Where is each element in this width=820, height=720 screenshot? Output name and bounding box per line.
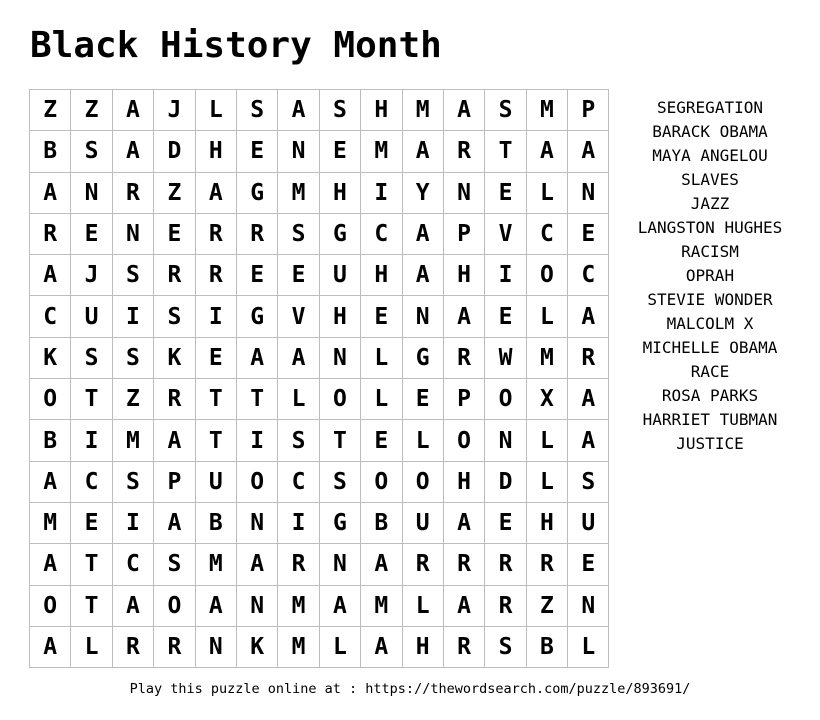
- grid-cell: R: [278, 544, 319, 585]
- grid-cell: Y: [402, 172, 443, 213]
- grid-cell: N: [112, 213, 153, 254]
- grid-cell: K: [154, 337, 195, 378]
- grid-cell: S: [71, 337, 112, 378]
- grid-cell: X: [526, 379, 567, 420]
- grid-cell: B: [361, 502, 402, 543]
- grid-cell: I: [195, 296, 236, 337]
- grid-cell: E: [154, 213, 195, 254]
- grid-row: [30, 379, 609, 420]
- grid-cell: M: [361, 131, 402, 172]
- grid-cell: O: [443, 420, 484, 461]
- grid-cell: R: [195, 213, 236, 254]
- grid-row: [30, 544, 609, 585]
- grid-cell: H: [443, 461, 484, 502]
- grid-cell: E: [195, 337, 236, 378]
- grid-cell: L: [526, 461, 567, 502]
- grid-cell: N: [278, 131, 319, 172]
- grid-cell: H: [319, 172, 360, 213]
- grid-cell: T: [71, 585, 112, 626]
- grid-cell: R: [526, 544, 567, 585]
- grid-cell: S: [112, 461, 153, 502]
- grid-cell: A: [568, 131, 609, 172]
- grid-cell: A: [112, 585, 153, 626]
- grid-cell: W: [485, 337, 526, 378]
- grid-cell: L: [402, 420, 443, 461]
- grid-cell: R: [195, 255, 236, 296]
- grid-cell: A: [568, 379, 609, 420]
- grid-cell: Z: [526, 585, 567, 626]
- grid-cell: O: [485, 379, 526, 420]
- grid-cell: S: [485, 626, 526, 667]
- grid-cell: N: [319, 337, 360, 378]
- footer-link-text: Play this puzzle online at : https://thewordsearch.com/puzzle/893691/: [129, 681, 691, 697]
- grid-cell: R: [485, 544, 526, 585]
- grid-row: [30, 255, 609, 296]
- grid-cell: M: [278, 585, 319, 626]
- grid-cell: B: [30, 131, 71, 172]
- grid-cell: L: [361, 337, 402, 378]
- grid-cell: S: [568, 461, 609, 502]
- grid-cell: U: [319, 255, 360, 296]
- grid-cell: S: [154, 296, 195, 337]
- grid-cell: M: [526, 337, 567, 378]
- grid-cell: I: [71, 420, 112, 461]
- grid-cell: L: [319, 626, 360, 667]
- grid-row: [30, 337, 609, 378]
- grid-cell: A: [30, 172, 71, 213]
- grid-row: [30, 585, 609, 626]
- grid-cell: L: [526, 172, 567, 213]
- grid-cell: E: [236, 131, 277, 172]
- grid-row: [30, 420, 609, 461]
- grid-cell: M: [278, 626, 319, 667]
- grid-cell: K: [30, 337, 71, 378]
- grid-cell: R: [154, 379, 195, 420]
- grid-cell: B: [195, 502, 236, 543]
- grid-cell: H: [361, 255, 402, 296]
- grid-cell: A: [30, 626, 71, 667]
- grid-cell: I: [112, 296, 153, 337]
- grid-cell: N: [443, 172, 484, 213]
- grid-cell: A: [195, 172, 236, 213]
- grid-cell: A: [195, 585, 236, 626]
- grid-cell: B: [30, 420, 71, 461]
- grid-cell: E: [71, 213, 112, 254]
- grid-cell: P: [568, 90, 609, 131]
- grid-cell: O: [236, 461, 277, 502]
- grid-cell: H: [443, 255, 484, 296]
- grid-cell: V: [485, 213, 526, 254]
- grid-row: [30, 131, 609, 172]
- word-list-item: HARRIET TUBMAN: [642, 410, 778, 429]
- grid-cell: E: [361, 296, 402, 337]
- grid-cell: I: [485, 255, 526, 296]
- grid-cell: L: [195, 90, 236, 131]
- grid-cell: C: [278, 461, 319, 502]
- grid-cell: A: [236, 544, 277, 585]
- grid-cell: H: [319, 296, 360, 337]
- word-list-item: RACE: [690, 362, 730, 381]
- grid-cell: N: [236, 502, 277, 543]
- grid-cell: E: [71, 502, 112, 543]
- grid-cell: E: [319, 131, 360, 172]
- grid-cell: A: [402, 255, 443, 296]
- grid-cell: P: [443, 213, 484, 254]
- grid-cell: Z: [71, 90, 112, 131]
- grid-row: [30, 213, 609, 254]
- grid-cell: V: [278, 296, 319, 337]
- grid-cell: A: [361, 626, 402, 667]
- grid-cell: D: [485, 461, 526, 502]
- grid-cell: O: [319, 379, 360, 420]
- grid-cell: R: [112, 626, 153, 667]
- word-list-item: STEVIE WONDER: [647, 290, 773, 309]
- grid-cell: L: [278, 379, 319, 420]
- grid-cell: S: [154, 544, 195, 585]
- grid-cell: Z: [30, 90, 71, 131]
- grid-cell: O: [526, 255, 567, 296]
- grid-cell: C: [361, 213, 402, 254]
- grid-cell: A: [568, 420, 609, 461]
- grid-cell: A: [236, 337, 277, 378]
- grid-cell: M: [195, 544, 236, 585]
- grid-cell: I: [361, 172, 402, 213]
- grid-cell: G: [402, 337, 443, 378]
- grid-cell: R: [154, 255, 195, 296]
- grid-cell: A: [30, 461, 71, 502]
- grid-cell: I: [236, 420, 277, 461]
- grid-cell: S: [319, 90, 360, 131]
- grid-cell: G: [236, 172, 277, 213]
- grid-cell: T: [236, 379, 277, 420]
- grid-cell: M: [402, 90, 443, 131]
- grid-cell: T: [195, 420, 236, 461]
- word-list: [615, 96, 805, 456]
- grid-cell: E: [485, 172, 526, 213]
- grid-cell: T: [71, 544, 112, 585]
- grid-cell: S: [112, 255, 153, 296]
- grid-cell: M: [30, 502, 71, 543]
- grid-cell: H: [195, 131, 236, 172]
- grid-cell: A: [319, 585, 360, 626]
- grid-cell: N: [402, 296, 443, 337]
- word-list-item: SLAVES: [681, 170, 739, 189]
- word-list-item: RACISM: [681, 242, 739, 261]
- grid-cell: L: [361, 379, 402, 420]
- word-list-item: LANGSTON HUGHES: [637, 218, 783, 237]
- grid-cell: A: [30, 544, 71, 585]
- word-search-grid: [29, 89, 609, 668]
- grid-cell: S: [112, 337, 153, 378]
- grid-cell: R: [443, 544, 484, 585]
- grid-cell: A: [402, 131, 443, 172]
- grid-cell: A: [443, 502, 484, 543]
- grid-cell: O: [30, 379, 71, 420]
- grid-cell: O: [402, 461, 443, 502]
- grid-cell: R: [402, 544, 443, 585]
- grid-cell: C: [526, 213, 567, 254]
- grid-cell: I: [112, 502, 153, 543]
- grid-cell: C: [71, 461, 112, 502]
- grid-cell: Z: [154, 172, 195, 213]
- grid-cell: A: [112, 131, 153, 172]
- word-list-item: MAYA ANGELOU: [652, 146, 768, 165]
- grid-cell: A: [154, 420, 195, 461]
- word-list-item: JUSTICE: [676, 434, 744, 453]
- grid-cell: I: [278, 502, 319, 543]
- grid-cell: R: [154, 626, 195, 667]
- grid-cell: H: [402, 626, 443, 667]
- grid-cell: A: [112, 90, 153, 131]
- grid-cell: R: [112, 172, 153, 213]
- grid-cell: U: [71, 296, 112, 337]
- grid-cell: R: [568, 337, 609, 378]
- grid-cell: A: [30, 255, 71, 296]
- grid-cell: M: [278, 172, 319, 213]
- grid-cell: H: [361, 90, 402, 131]
- grid-cell: P: [443, 379, 484, 420]
- grid-cell: C: [112, 544, 153, 585]
- grid-cell: G: [236, 296, 277, 337]
- grid-cell: S: [278, 213, 319, 254]
- grid-cell: L: [568, 626, 609, 667]
- grid-row: [30, 626, 609, 667]
- grid-cell: E: [568, 213, 609, 254]
- grid-cell: A: [278, 337, 319, 378]
- grid-cell: M: [361, 585, 402, 626]
- grid-cell: R: [443, 131, 484, 172]
- grid-cell: O: [154, 585, 195, 626]
- grid-cell: J: [154, 90, 195, 131]
- grid-cell: G: [319, 502, 360, 543]
- word-list-item: OPRAH: [685, 266, 735, 285]
- grid-cell: N: [485, 420, 526, 461]
- word-list-item: JAZZ: [690, 194, 730, 213]
- grid-cell: G: [319, 213, 360, 254]
- grid-cell: H: [526, 502, 567, 543]
- grid-cell: A: [443, 585, 484, 626]
- grid-cell: R: [443, 626, 484, 667]
- word-list-item: MICHELLE OBAMA: [642, 338, 778, 357]
- grid-cell: A: [361, 544, 402, 585]
- grid-cell: E: [485, 296, 526, 337]
- grid-cell: N: [236, 585, 277, 626]
- grid-cell: A: [443, 296, 484, 337]
- grid-cell: E: [402, 379, 443, 420]
- grid-cell: Z: [112, 379, 153, 420]
- grid-row: [30, 172, 609, 213]
- grid-row: [30, 90, 609, 131]
- grid-cell: E: [236, 255, 277, 296]
- grid-cell: N: [71, 172, 112, 213]
- grid-cell: T: [319, 420, 360, 461]
- grid-cell: L: [526, 420, 567, 461]
- grid-cell: T: [485, 131, 526, 172]
- grid-cell: J: [71, 255, 112, 296]
- grid-cell: U: [402, 502, 443, 543]
- grid-cell: N: [195, 626, 236, 667]
- grid-cell: A: [526, 131, 567, 172]
- grid-cell: R: [485, 585, 526, 626]
- page-title: Black History Month: [30, 25, 442, 66]
- grid-cell: P: [154, 461, 195, 502]
- grid-cell: T: [195, 379, 236, 420]
- grid-cell: R: [443, 337, 484, 378]
- grid-row: [30, 502, 609, 543]
- grid-cell: M: [112, 420, 153, 461]
- grid-cell: K: [236, 626, 277, 667]
- grid-cell: D: [154, 131, 195, 172]
- grid-cell: L: [402, 585, 443, 626]
- grid-cell: A: [568, 296, 609, 337]
- grid-cell: N: [568, 172, 609, 213]
- grid-cell: S: [71, 131, 112, 172]
- grid-cell: C: [568, 255, 609, 296]
- grid-cell: L: [71, 626, 112, 667]
- word-list-item: SEGREGATION: [657, 98, 763, 117]
- grid-cell: S: [319, 461, 360, 502]
- grid-cell: N: [568, 585, 609, 626]
- grid-cell: A: [278, 90, 319, 131]
- grid-row: [30, 461, 609, 502]
- grid-cell: B: [526, 626, 567, 667]
- grid-cell: L: [526, 296, 567, 337]
- grid-cell: T: [71, 379, 112, 420]
- grid-cell: U: [195, 461, 236, 502]
- word-list-item: MALCOLM X: [666, 314, 754, 333]
- grid-cell: C: [30, 296, 71, 337]
- grid-cell: R: [30, 213, 71, 254]
- grid-cell: A: [154, 502, 195, 543]
- grid-row: [30, 296, 609, 337]
- grid-cell: E: [568, 544, 609, 585]
- word-list-item: ROSA PARKS: [661, 386, 759, 405]
- word-list-item: BARACK OBAMA: [652, 122, 768, 141]
- grid-cell: E: [278, 255, 319, 296]
- grid-cell: E: [361, 420, 402, 461]
- grid-cell: A: [402, 213, 443, 254]
- grid-cell: O: [361, 461, 402, 502]
- grid-cell: S: [236, 90, 277, 131]
- grid-cell: E: [485, 502, 526, 543]
- grid-cell: S: [278, 420, 319, 461]
- grid-cell: M: [526, 90, 567, 131]
- grid-cell: N: [319, 544, 360, 585]
- grid-cell: S: [485, 90, 526, 131]
- grid-cell: O: [30, 585, 71, 626]
- grid-cell: R: [236, 213, 277, 254]
- grid-cell: A: [443, 90, 484, 131]
- grid-cell: U: [568, 502, 609, 543]
